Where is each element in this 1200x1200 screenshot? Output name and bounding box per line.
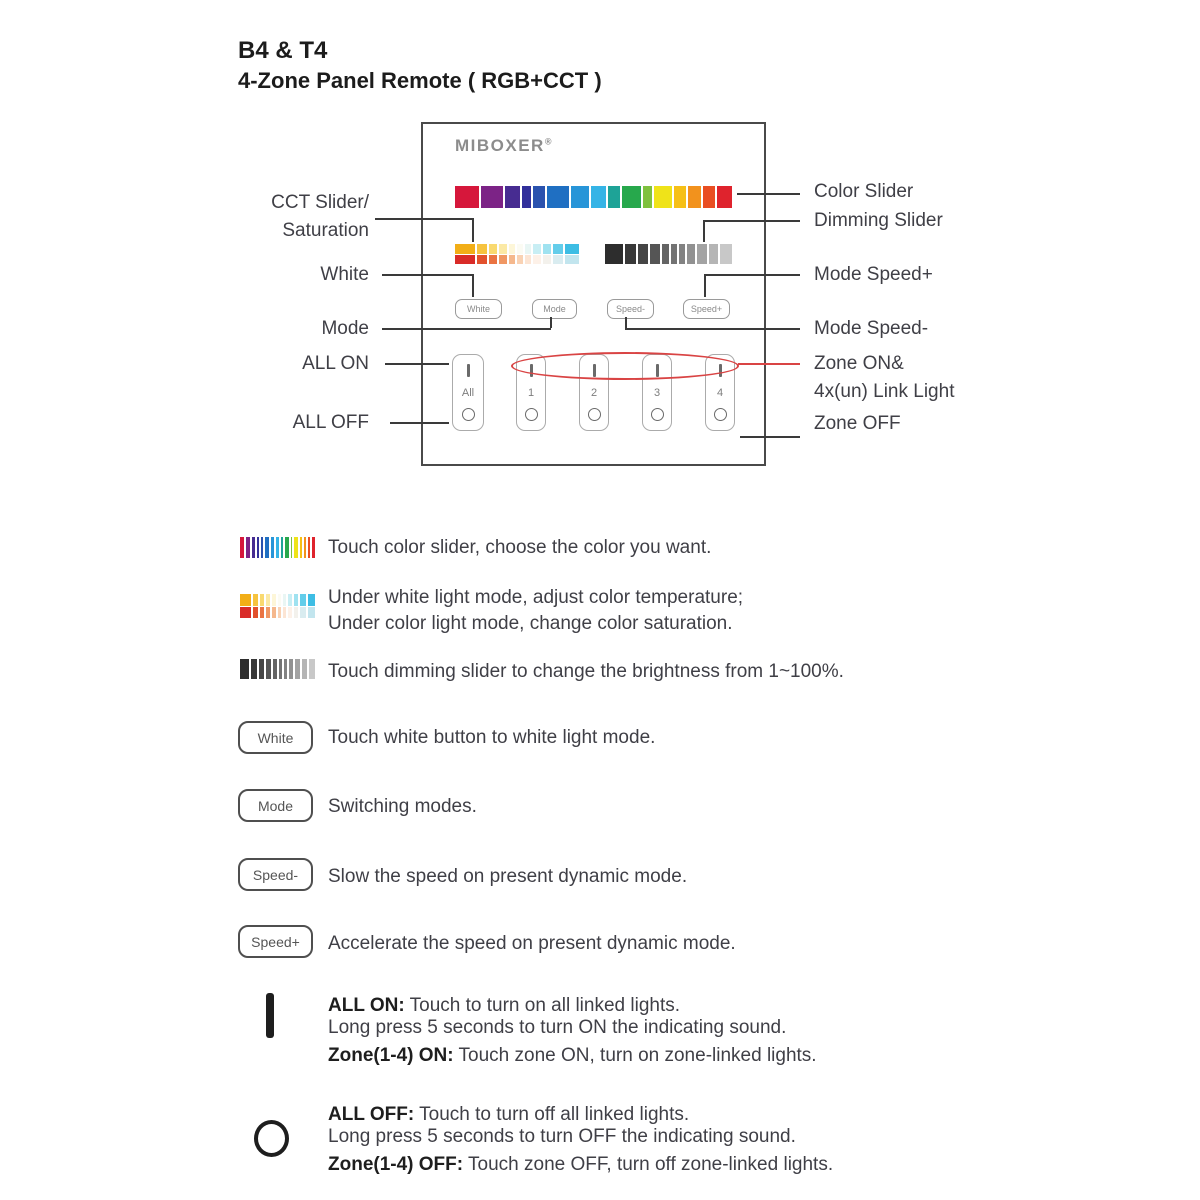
zone-switch-all	[452, 354, 484, 431]
zone-off-rest: Touch zone OFF, turn off zone-linked lights.	[463, 1154, 834, 1175]
zone-switch-label: 3	[653, 386, 661, 399]
label-line: Zone ON&	[814, 353, 904, 374]
speed-plus-button: Speed+	[683, 299, 730, 319]
white-button: White	[455, 299, 502, 319]
connector-line	[740, 436, 800, 438]
label-line: Saturation	[282, 220, 369, 241]
legend-speed-plus-text: Accelerate the speed on present dynamic mode.	[328, 933, 736, 954]
all-off-bold: ALL OFF:	[328, 1104, 415, 1125]
label-white: White	[320, 264, 369, 285]
legend-cct-text	[328, 585, 743, 637]
connector-line	[375, 218, 473, 220]
zone-switch-label: 1	[527, 386, 535, 399]
zone-off-mark	[588, 408, 601, 421]
dimming-slider-icon	[240, 659, 315, 679]
speed-minus-button-icon: Speed-	[238, 858, 313, 891]
zone-off-mark	[462, 408, 475, 421]
legend-color-text: Touch color slider, choose the color you want.	[328, 537, 712, 558]
legend-all-on-text	[328, 995, 817, 1067]
color-slider-icon	[240, 537, 315, 558]
label-zone-on-link	[814, 350, 954, 406]
connector-line	[704, 274, 800, 276]
zone-on-highlight-ellipse	[511, 352, 739, 380]
zone-on-mark	[467, 364, 470, 377]
connector-line	[625, 328, 800, 330]
connector-line	[382, 274, 473, 276]
white-button-icon: White	[238, 721, 313, 754]
label-all-off: ALL OFF	[292, 412, 369, 433]
cct-saturation-slider	[455, 244, 579, 264]
speed-plus-button-icon: Speed+	[238, 925, 313, 958]
zone-switch-label: 4	[716, 386, 724, 399]
label-zone-off: Zone OFF	[814, 413, 901, 434]
label-color-slider: Color Slider	[814, 181, 914, 202]
all-on-rest: Touch to turn on all linked lights.	[404, 995, 681, 1016]
registered-mark: ®	[544, 136, 552, 147]
connector-line	[625, 317, 627, 328]
speed-minus-button: Speed-	[607, 299, 654, 319]
zone-off-mark	[525, 408, 538, 421]
logo-text: MIBOXER	[455, 136, 545, 155]
legend-mode-text: Switching modes.	[328, 796, 477, 817]
legend-line: Long press 5 seconds to turn ON the indicating sound.	[328, 1017, 787, 1038]
connector-line	[472, 218, 474, 242]
connector-line-red	[738, 363, 800, 365]
label-cct-slider	[271, 189, 369, 245]
connector-line	[390, 422, 449, 424]
legend-line: Under white light mode, adjust color temperature;	[328, 587, 744, 608]
zone-on-bold: Zone(1-4) ON:	[328, 1045, 454, 1066]
label-mode-speed-plus: Mode Speed+	[814, 264, 933, 285]
label-mode-speed-minus: Mode Speed-	[814, 318, 929, 339]
off-mark-icon	[254, 1120, 289, 1157]
color-slider	[455, 186, 732, 208]
legend-line: Long press 5 seconds to turn OFF the indicating sound.	[328, 1126, 796, 1147]
on-mark-icon	[266, 993, 274, 1038]
legend-line	[328, 1104, 833, 1126]
label-line: CCT Slider/	[271, 192, 369, 213]
zone-off-bold: Zone(1-4) OFF:	[328, 1154, 464, 1175]
all-on-bold: ALL ON:	[328, 995, 405, 1016]
mode-button-icon: Mode	[238, 789, 313, 822]
legend-line	[328, 995, 817, 1017]
label-dimming-slider: Dimming Slider	[814, 210, 943, 231]
label-mode: Mode	[321, 318, 369, 339]
dimming-slider	[605, 244, 732, 264]
legend-dimming-text: Touch dimming slider to change the brightness from 1~100%.	[328, 661, 844, 682]
zone-switch-label: All	[461, 386, 475, 399]
connector-line	[703, 220, 800, 222]
zone-off-mark	[714, 408, 727, 421]
mode-button: Mode	[532, 299, 577, 319]
label-line: 4x(un) Link Light	[814, 381, 955, 402]
page-subtitle: 4-Zone Panel Remote ( RGB+CCT )	[238, 68, 602, 93]
connector-line	[550, 317, 552, 328]
zone-switch-label: 2	[590, 386, 598, 399]
connector-line	[703, 220, 705, 242]
legend-line: Under color light mode, change color saturation.	[328, 613, 733, 634]
label-all-on: ALL ON	[302, 353, 369, 374]
miboxer-logo	[455, 136, 551, 156]
legend-white-text: Touch white button to white light mode.	[328, 727, 656, 748]
connector-line	[382, 328, 551, 330]
page-title: B4 & T4	[238, 37, 328, 64]
connector-line	[704, 274, 706, 297]
legend-line	[328, 1154, 833, 1176]
zone-off-mark	[651, 408, 664, 421]
page-header	[238, 36, 602, 96]
connector-line	[385, 363, 449, 365]
legend-all-off-text	[328, 1104, 833, 1176]
connector-line	[737, 193, 800, 195]
all-off-rest: Touch to turn off all linked lights.	[414, 1104, 690, 1125]
zone-on-rest: Touch zone ON, turn on zone-linked lights.	[453, 1045, 817, 1066]
connector-line	[472, 274, 474, 297]
legend-speed-minus-text: Slow the speed on present dynamic mode.	[328, 866, 688, 887]
cct-slider-icon	[240, 594, 315, 618]
legend-line	[328, 1045, 817, 1067]
